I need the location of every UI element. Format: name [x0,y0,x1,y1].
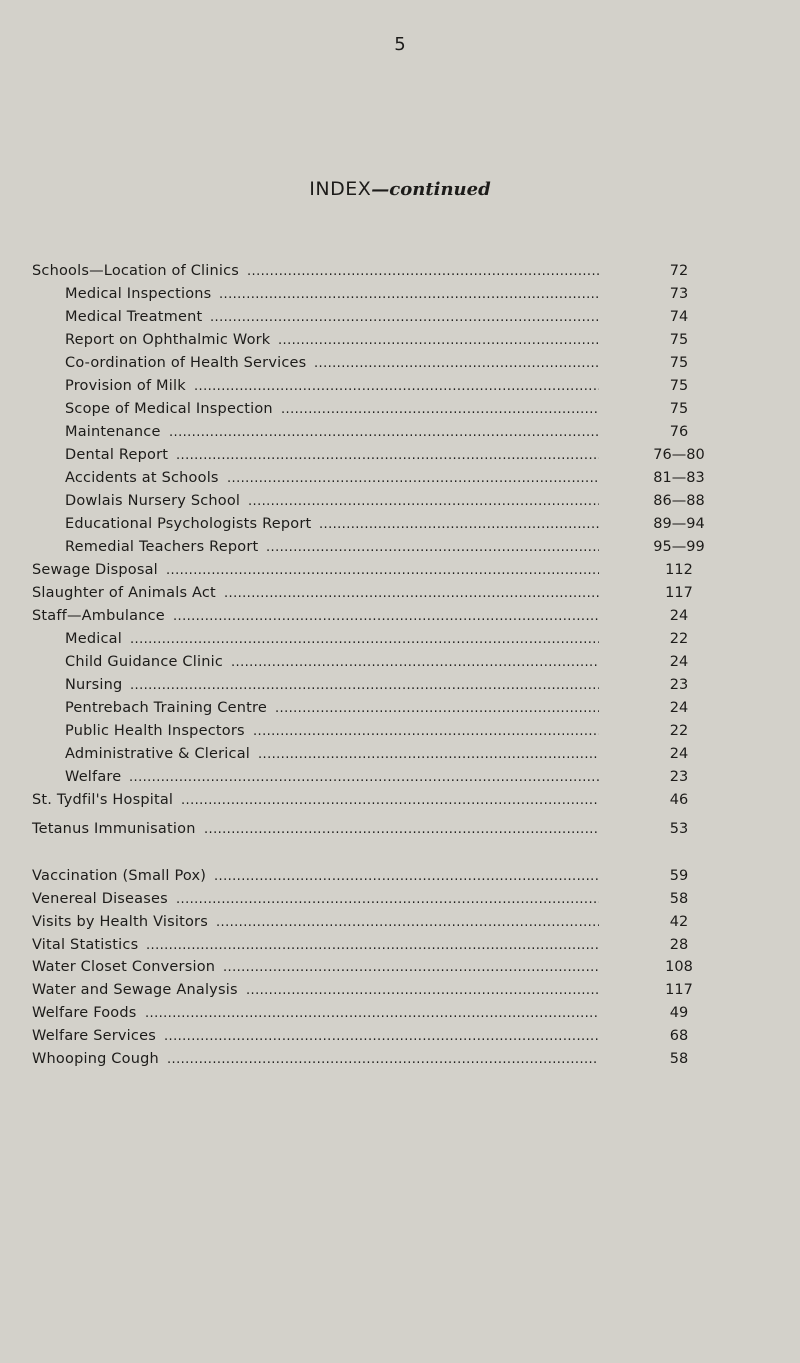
dot-leader [278,329,599,352]
index-entry-page: 117 [665,982,693,998]
index-entry-page: 75 [669,355,689,371]
index-entry-label: Vaccination (Small Pox) [32,868,207,884]
index-entry-label: Child Guidance Clinic [65,654,223,670]
index-entry [32,956,722,979]
index-entry-page: 59 [669,868,689,884]
index-entry-page: 108 [665,959,693,975]
index-entry-label: Vital Statistics [32,937,139,953]
index-entry-label: Schools—Location of Clinics [32,263,240,279]
index-entry [32,260,722,283]
index-entry-page: 24 [669,654,689,670]
index-entry [32,559,722,582]
index-entry [32,743,722,766]
index-title-main: INDEX [309,178,372,200]
dot-leader [231,651,599,674]
index-entry-page: 86—88 [653,493,705,509]
index-entry-page: 72 [669,263,689,279]
index-entry-page: 22 [669,723,689,739]
index-entry [32,888,722,911]
dot-leader [169,421,599,444]
dot-leader [164,1025,599,1048]
page-number: 5 [394,34,406,55]
index-entry-label: Welfare Foods [32,1005,137,1021]
dot-leader [204,818,599,841]
dot-leader [214,865,599,888]
index-entry-page: 89—94 [653,516,705,532]
index-entry-label: Slaughter of Animals Act [32,585,216,601]
index-entry-label: Medical Inspections [65,286,212,302]
index-entry [32,818,722,841]
index-entry-label: St. Tydfil's Hospital [32,792,174,808]
index-entry-label: Staff—Ambulance [32,608,165,624]
index-entry [32,979,722,1002]
dot-leader [223,956,599,979]
index-entry-page: 75 [669,332,689,348]
index-entry-label: Public Health Inspectors [65,723,245,739]
index-entry-label: Medical Treatment [65,309,203,325]
index-entry-label: Dental Report [65,447,169,463]
index-entry [32,720,722,743]
index-entry-label: Tetanus Immunisation [32,821,196,837]
dot-leader [210,306,599,329]
index-entry-label: Accidents at Schools [65,470,219,486]
index-entry [32,375,722,398]
index-entry [32,329,722,352]
index-entry-label: Co-ordination of Health Services [65,355,307,371]
index-entry-label: Visits by Health Visitors [32,914,208,930]
index-entry [32,605,722,628]
index-entry [32,865,722,888]
index-entry-page: 24 [669,608,689,624]
index-entry [32,421,722,444]
index-entry [32,398,722,421]
index-entry [32,651,722,674]
index-entry [32,352,722,375]
index-entry-page: 117 [665,585,693,601]
index-entry-label: Scope of Medical Inspection [65,401,273,417]
dot-leader [129,766,599,789]
index-entry [32,766,722,789]
dot-leader [253,720,599,743]
index-entry-page: 23 [669,677,689,693]
dot-leader [248,490,599,513]
index-entry [32,789,722,812]
dot-leader [194,375,599,398]
index-entry-label: Welfare Services [32,1028,156,1044]
index-entry [32,536,722,559]
dot-leader [246,979,599,1002]
index-entry [32,513,722,536]
index-entry-page: 28 [669,937,689,953]
index-entry [32,283,722,306]
index-entry-page: 42 [669,914,689,930]
index-entry-label: Maintenance [65,424,161,440]
dot-leader [219,283,599,306]
dot-leader [275,697,599,720]
index-entry [32,444,722,467]
dot-leader [176,888,599,911]
dot-leader [166,559,599,582]
dot-leader [167,1048,599,1071]
index-entry-label: Water Closet Conversion [32,959,216,975]
index-entry-page: 68 [669,1028,689,1044]
index-entry-label: Remedial Teachers Report [65,539,259,555]
index-entry-label: Welfare [65,769,122,785]
index-entry [32,582,722,605]
index-entry-page: 81—83 [653,470,705,486]
index-entry-page: 22 [669,631,689,647]
index-entry-page: 75 [669,378,689,394]
index-entry [32,697,722,720]
index-entry-page: 49 [669,1005,689,1021]
index-entry-label: Sewage Disposal [32,562,158,578]
index-entry-page: 76 [669,424,689,440]
dot-leader [266,536,599,559]
dot-leader [281,398,599,421]
dot-leader [224,582,599,605]
dot-leader [145,1002,599,1025]
index-entry-label: Water and Sewage Analysis [32,982,238,998]
dot-leader [258,743,599,766]
index-entry-page: 46 [669,792,689,808]
dot-leader [216,911,599,934]
index-entry-label: Whooping Cough [32,1051,159,1067]
dot-leader [319,513,599,536]
dot-leader [227,467,599,490]
index-entry [32,1002,722,1025]
index-entry [32,467,722,490]
dot-leader [173,605,599,628]
index-entry [32,674,722,697]
index-entry-page: 112 [665,562,693,578]
index-entry-page: 58 [669,1051,689,1067]
dot-leader [314,352,599,375]
index-title-suffix: —continued [371,179,491,200]
index-entry-page: 53 [669,821,689,837]
index-entry [32,628,722,651]
index-entry-page: 58 [669,891,689,907]
index-entry-label: Report on Ophthalmic Work [65,332,271,348]
dot-leader [176,444,599,467]
index-entry-label: Medical [65,631,122,647]
index-entry-page: 73 [669,286,689,302]
dot-leader [247,260,599,283]
index-entry [32,306,722,329]
index-entry [32,934,722,957]
index-entry-page: 24 [669,700,689,716]
dot-leader [130,674,599,697]
index-entry-page: 74 [669,309,689,325]
index-entry [32,911,722,934]
index-title [0,178,800,200]
index-entry [32,1025,722,1048]
index-entry-label: Educational Psychologists Report [65,516,312,532]
index-entry-label: Administrative & Clerical [65,746,251,762]
index-entry [32,1048,722,1071]
index-entry-label: Venereal Diseases [32,891,168,907]
index-entry-label: Pentrebach Training Centre [65,700,267,716]
index-entry [32,490,722,513]
index-entry-label: Dowlais Nursery School [65,493,241,509]
index-entry-label: Provision of Milk [65,378,186,394]
index-entry-page: 24 [669,746,689,762]
dot-leader [146,934,599,957]
dot-leader [130,628,599,651]
dot-leader [181,789,599,812]
index-entry-page: 95—99 [653,539,705,555]
index-entry-page: 76—80 [653,447,705,463]
index-entry-label: Nursing [65,677,123,693]
index-entry-page: 75 [669,401,689,417]
index-entry-page: 23 [669,769,689,785]
